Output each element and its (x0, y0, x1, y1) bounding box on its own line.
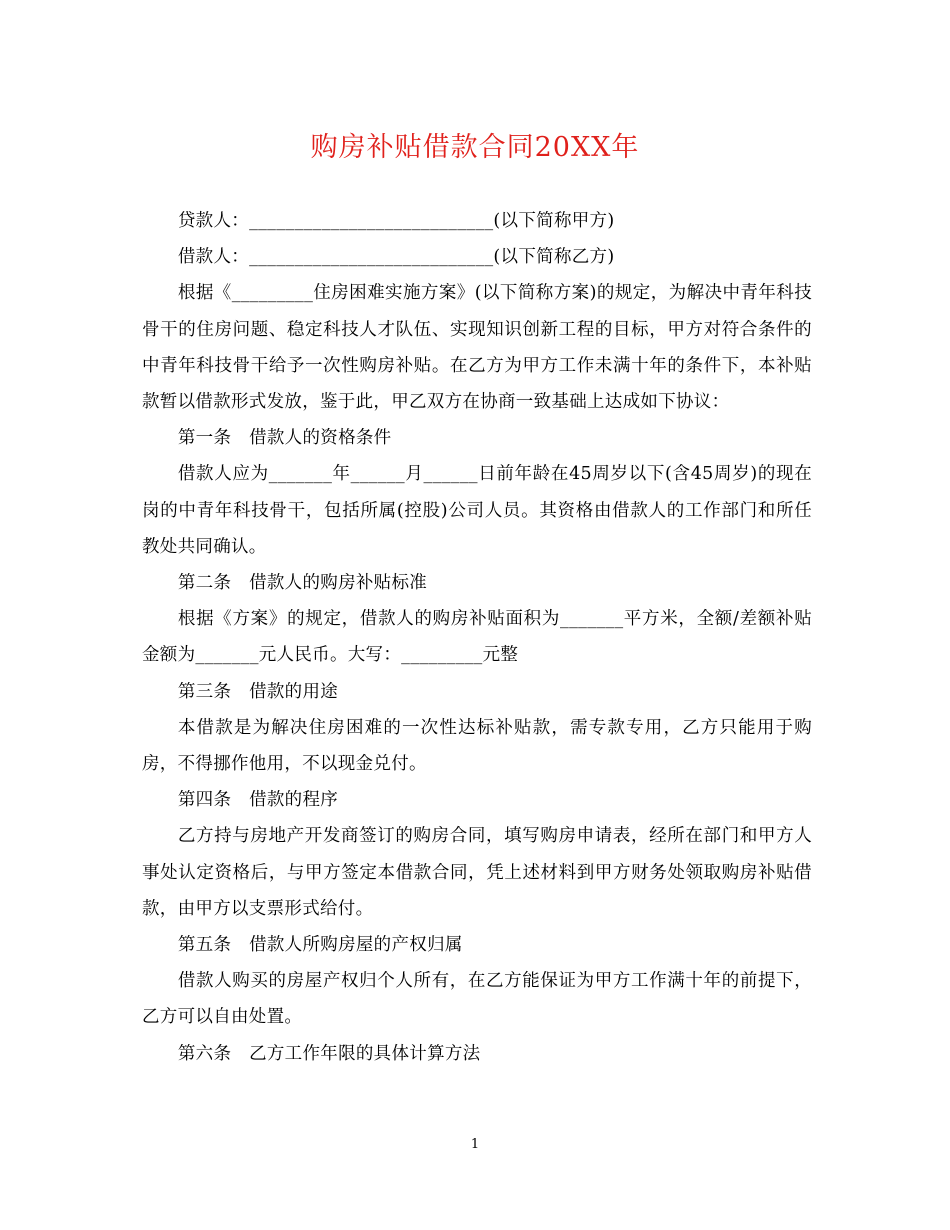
borrower-line: 借款人：___________________________(以下简称乙方) (177, 247, 615, 268)
preamble-paragraph: 根据《_________住房困难实施方案》(以下简称方案)的规定，为解决中青年科技骨干的住房问题、稳定科技人才队伍、实现知识创新工程的目标，甲方对符合条件的中青年科技骨干给予一次性购房补贴。在乙方为甲方工作未满十年的条件下，本补贴款暂以借款形式发放，鉴于此，甲乙双方在协商一致基础上达成如下协议： (142, 283, 812, 413)
article-5-heading: 第五条 借款人所购房屋的产权归属 (177, 935, 463, 956)
article-6-heading: 第六条 乙方工作年限的具体计算方法 (177, 1043, 481, 1064)
article-4-text: 乙方持与房地产开发商签订的购房合同，填写购房申请表，经所在部门和甲方人事处认定资格后，与甲方签定本借款合同，凭上述材料到甲方财务处领取购房补贴借款，由甲方以支票形式给付。 (142, 826, 812, 919)
lender-line: 贷款人：___________________________(以下简称甲方) (177, 211, 615, 231)
article-2-text: 根据《方案》的规定，借款人的购房补贴面积为_______平方米，全额/差额补贴金额为_______元人民币。大写：_________元整 (142, 609, 812, 666)
article-2-heading: 第二条 借款人的购房补贴标准 (177, 573, 428, 594)
article-3-heading: 第三条 借款的用途 (177, 681, 339, 702)
article-1-heading: 第一条 借款人的资格条件 (177, 428, 392, 449)
article-1-text: 借款人应为_______年______月______日前年龄在45周岁以下(含45周岁)的现在岗的中青年科技骨干，包括所属(控股)公司人员。其资格由借款人的工作部门和所任教处共同确认。 (142, 464, 812, 557)
document-body (142, 203, 812, 1072)
article-3-text: 本借款是为解决住房困难的一次性达标补贴款，需专款专用，乙方只能用于购房，不得挪作他用，不以现金兑付。 (142, 717, 812, 775)
document-title: 购房补贴借款合同20XX年 (310, 132, 640, 163)
article-5-text: 借款人购买的房屋产权归个人所有，在乙方能保证为甲方工作满十年的前提下，乙方可以自由处置。 (142, 971, 812, 1028)
article-4-heading: 第四条 借款的程序 (177, 790, 339, 811)
page-number: 1 (470, 1137, 480, 1152)
